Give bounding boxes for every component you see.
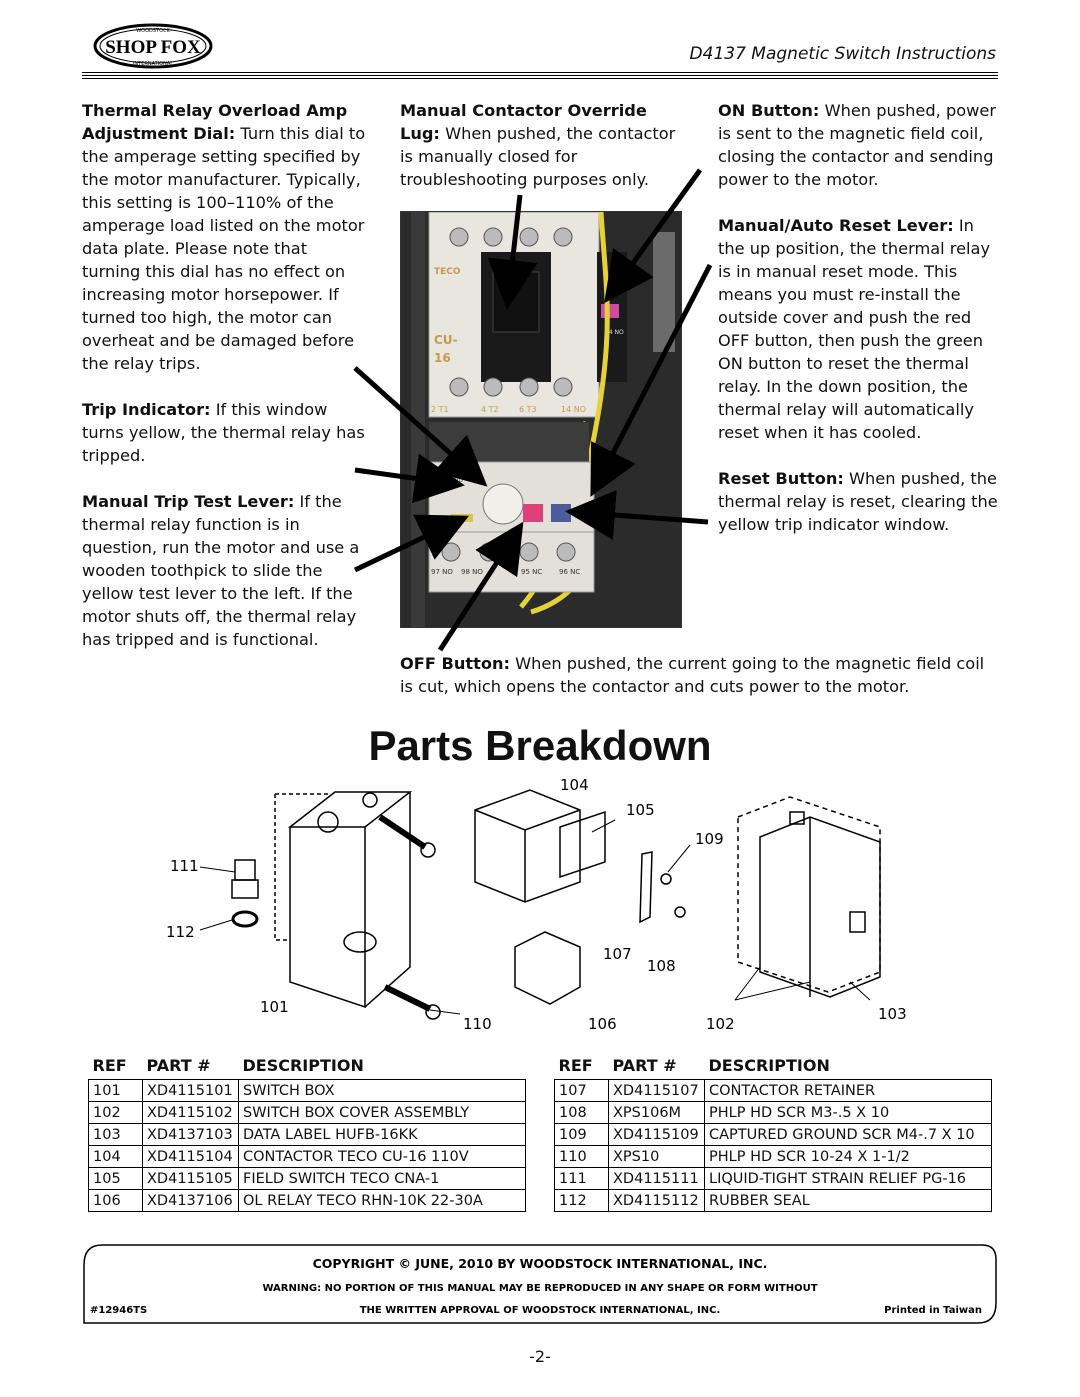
svg-text:111: 111 — [170, 857, 199, 875]
svg-text:96 NC: 96 NC — [559, 568, 581, 576]
callout-off-button: OFF Button: When pushed, the current going to the magnetic field coil is cut, which opens the contactor and cuts power to the motor. — [400, 654, 985, 696]
svg-text:109: 109 — [695, 830, 724, 848]
callout-reset-lever: Manual/Auto Reset Lever: In the up position, the thermal relay is in manual reset mode. This means you must re-install the outside cover and push the red OFF button, then push the green ON button to reset the thermal relay. In the down position, the thermal relay will automatically reset when it has cooled. — [718, 216, 991, 442]
svg-text:101: 101 — [260, 998, 289, 1016]
table-row: 102 XD4115102 SWITCH BOX COVER ASSEMBLY — [89, 1102, 526, 1124]
table-row: 104 XD4115104 CONTACTOR TECO CU-16 110V — [89, 1146, 526, 1168]
table-row: 107 XD4115107 CONTACTOR RETAINER — [555, 1080, 992, 1102]
svg-text:TEST: TEST — [434, 515, 449, 522]
svg-text:97 NO: 97 NO — [431, 568, 453, 576]
page-number: -2- — [529, 1347, 551, 1366]
svg-text:6 T3: 6 T3 — [519, 405, 537, 414]
table-row: 111 XD4115111 LIQUID-TIGHT STRAIN RELIEF PG-16 — [555, 1168, 992, 1190]
svg-text:TRIP IND: TRIP IND — [437, 477, 464, 484]
svg-text:110: 110 — [463, 1015, 492, 1033]
parts-table-left: REF PART # DESCRIPTION 101 XD4115101 SWITCH BOX 102 XD4115102 SWITCH BOX COVER ASSEMBLY 103 XD4137103 DATA LABEL HUFB-16KK 104 XD4115104 CONTACTOR TECO CU-16 110V 105 XD4115105 FIELD SWITCH TECO CNA-1 106 XD4137106 OL RELAY TECO RHN-10K 22-30A — [88, 1056, 526, 1212]
parts-exploded-diagram — [160, 772, 920, 1034]
svg-text:53 NO: 53 NO — [605, 285, 624, 292]
table-row: 101 XD4115101 SWITCH BOX — [89, 1080, 526, 1102]
parts-table-right: REF PART # DESCRIPTION 107 XD4115107 CONTACTOR RETAINER 108 XPS106M PHLP HD SCR M3-.5 X 10 109 XD4115109 CAPTURED GROUND SCR M4-.7 X 10 110 XPS10 PHLP HD SCR 10-24 X 1-1/2 111 XD4115111 LIQUID-TIGHT STRAIN RELIEF PG-16 112 XD4115112 RUBBER SEAL — [554, 1056, 992, 1212]
svg-text:2 T1: 2 T1 — [431, 405, 449, 414]
svg-text:4 T2: 4 T2 — [481, 405, 499, 414]
svg-text:#12946TS: #12946TS — [90, 1305, 148, 1316]
svg-text:SHOP FOX: SHOP FOX — [105, 37, 201, 58]
svg-text:104: 104 — [560, 776, 589, 794]
parts-breakdown-title: Parts Breakdown — [368, 722, 712, 769]
callout-reset-button: Reset Button: When pushed, the thermal relay is reset, clearing the yellow trip indicator window. — [718, 469, 998, 534]
svg-text:54 NO: 54 NO — [605, 329, 624, 336]
table-row: 110 XPS10 PHLP HD SCR 10-24 X 1-1/2 — [555, 1146, 992, 1168]
svg-text:TECO: TECO — [434, 267, 461, 277]
svg-text:WOODSTOCK: WOODSTOCK — [136, 28, 170, 34]
svg-text:Printed in Taiwan: Printed in Taiwan — [884, 1305, 982, 1316]
svg-text:14 NO: 14 NO — [561, 405, 587, 414]
copyright-footer — [82, 1243, 998, 1325]
table-row: 108 XPS106M PHLP HD SCR M3-.5 X 10 — [555, 1102, 992, 1124]
callout-on-button: ON Button: When pushed, power is sent to the magnetic field coil, closing the contactor and sending power to the motor. — [718, 101, 996, 189]
table-row: 105 XD4115105 FIELD SWITCH TECO CNA-1 — [89, 1168, 526, 1190]
callout-contactor-override: Manual Contactor Override Lug: When pushed, the contactor is manually closed for troubleshooting purposes only. — [400, 101, 676, 189]
table-row: 112 XD4115112 RUBBER SEAL — [555, 1190, 992, 1212]
svg-text:102: 102 — [706, 1015, 735, 1033]
svg-text:95 NC: 95 NC — [521, 568, 543, 576]
svg-text:WARNING: NO PORTION OF THIS MA: WARNING: NO PORTION OF THIS MANUAL MAY BE REPRODUCED IN ANY SHAPE OR FORM WITHOUT — [262, 1283, 818, 1294]
table-row: 106 XD4137106 OL RELAY TECO RHN-10K 22-30A — [89, 1190, 526, 1212]
svg-text:112: 112 — [166, 923, 195, 941]
callout-trip-indicator: Trip Indicator: If this window turns yellow, the thermal relay has tripped. — [82, 400, 365, 465]
svg-text:105: 105 — [626, 801, 655, 819]
svg-text:CU-: CU- — [434, 333, 458, 347]
svg-text:INTERNATIONAL: INTERNATIONAL — [132, 61, 174, 67]
callout-overload-dial: Thermal Relay Overload Amp Adjustment Dial: Turn this dial to the amperage setting specified by the motor manufacturer. Typically, this setting is 100–110% of the amperage load listed on the motor data plate. Please note that turning this dial has no effect on increasing motor horsepower. If turned too high, the motor can overheat and be damaged before the relay trips. — [82, 101, 366, 373]
svg-text:THE WRITTEN APPROVAL OF WOODST: THE WRITTEN APPROVAL OF WOODSTOCK INTERNATIONAL, INC. — [359, 1305, 721, 1316]
table-row: 109 XD4115109 CAPTURED GROUND SCR M4-.7 X 10 — [555, 1124, 992, 1146]
svg-text:107: 107 — [603, 945, 632, 963]
svg-text:98 NO: 98 NO — [461, 568, 483, 576]
svg-text:16: 16 — [434, 351, 451, 365]
svg-text:106: 106 — [588, 1015, 617, 1033]
svg-text:COPYRIGHT © JUNE, 2010 BY WOOD: COPYRIGHT © JUNE, 2010 BY WOODSTOCK INTERNATIONAL, INC. — [312, 1256, 768, 1271]
svg-text:108: 108 — [647, 957, 676, 975]
svg-text:103: 103 — [878, 1005, 907, 1023]
table-row: 103 XD4137103 DATA LABEL HUFB-16KK — [89, 1124, 526, 1146]
callout-trip-test-lever: Manual Trip Test Lever: If the thermal relay function is in question, run the motor and use a wooden toothpick to slide the yellow test lever to the left. If the motor shuts off, the thermal relay has tripped and is functional. — [82, 492, 360, 649]
document-title: D4137 Magnetic Switch Instructions — [689, 44, 996, 64]
